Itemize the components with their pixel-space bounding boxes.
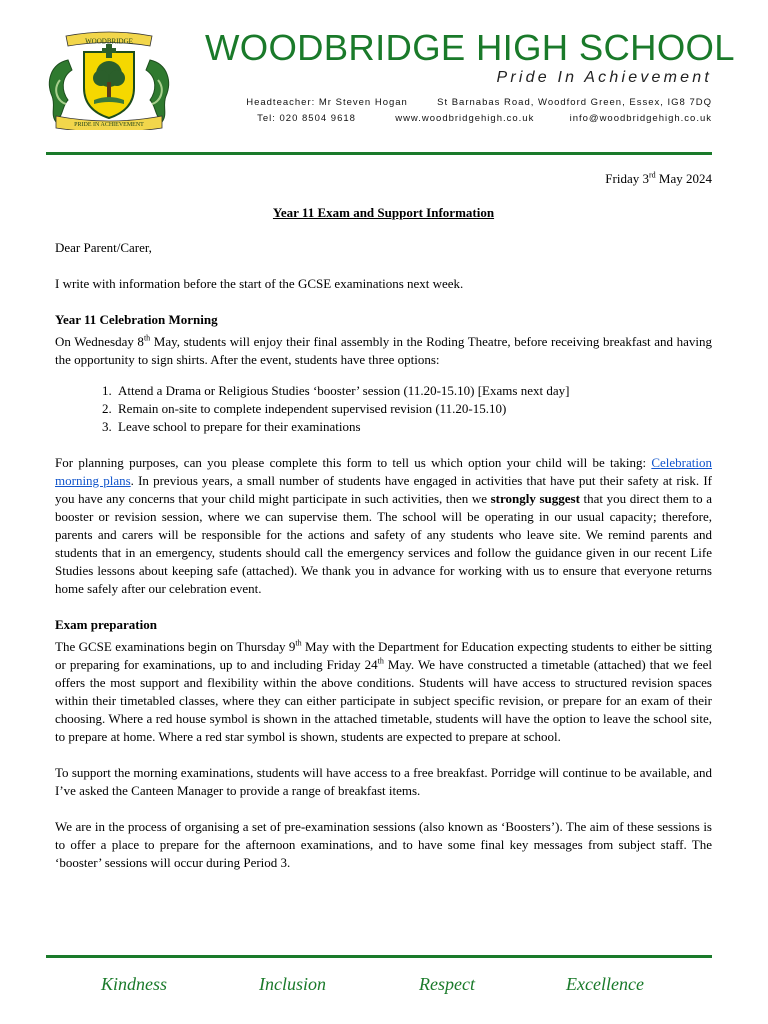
school-motto: Pride In Achievement [496,69,712,86]
telephone-text: Tel: 020 8504 9618 [257,113,356,124]
footer-divider [46,955,712,958]
footer-values [0,974,768,998]
footer-value-inclusion: Inclusion [259,974,326,994]
crest-bottom-text: PRIDE IN ACHIEVEMENT [74,122,144,128]
exam-prep-paragraph-1: The GCSE examinations begin on Thursday 9th May with the Department for Education expecting students to either be sitting or preparing for examinations, up to and including Friday 24th May. We have constructed a timetable (attached) that we feel offers the most support and flexibility within the above conditions. Students will have access to structured revision spaces within their timetabled classes, where they can either participate in subject specific revision, or prepare for an exam of their choosing. Where a red house symbol is shown in the attached timetable, students will have the option to leave the school site, to prepare at home. Where a red star symbol is shown, students are expected to prepare at school. [55,638,712,744]
headteacher-text: Headteacher: Mr Steven Hogan [246,97,408,108]
footer-value-excellence: Excellence [566,974,644,994]
list-item: 3. Leave school to prepare for their examinations [115,418,712,436]
celebration-paragraph-1: On Wednesday 8th May, students will enjoy their final assembly in the Roding Theatre, before receiving breakfast and having the opportunity to sign shirts. After the event, students have three options: [55,333,712,367]
celebration-plans-link[interactable]: Celebration morning plans [55,455,712,488]
list-item: 2. Remain on-site to complete independent supervised revision (11.20-15.10) [115,400,712,418]
footer-value-respect: Respect [419,974,475,994]
header-divider [46,152,712,155]
exam-prep-paragraph-2: To support the morning examinations, students will have access to a free breakfast. Porridge will continue to be available, and I’ve asked the Canteen Manager to provide a range of breakfast items. [55,765,712,798]
salutation: Dear Parent/Carer, [55,240,152,255]
letter-date: Friday 3rd May 2024 [605,170,712,186]
footer-value-kindness: Kindness [101,974,168,994]
options-list [55,382,712,436]
celebration-heading: Year 11 Celebration Morning [55,312,218,327]
celebration-paragraph-2: For planning purposes, can you please complete this form to tell us which option your child will be taking: Celebration morning plans. In previous years, a small number of students have engaged in activities that have put their safety at risk. If you have any concerns that your child might participate in such activities, then we strongly suggest that you direct them to a booster or revision session, where we can supervise them. The school will be operating in our usual capacity; therefore, parents and carers will be responsible for the actions and safety of any students who leave site. We remind parents and students that in an emergency, students should call the emergency services and follow the guidance given in our recent Life Studies lessons about keeping safe (attached). We thank you in advance for working with us to ensure that everyone returns home safely after our celebration event. [55,455,712,596]
crest-top-text: WOODBRIDGE [85,37,133,46]
exam-prep-heading: Exam preparation [55,617,157,632]
school-crest-logo [46,30,172,130]
address-text: St Barnabas Road, Woodford Green, Essex, IG8 7DQ [437,97,712,108]
email-link[interactable]: info@woodbridgehigh.co.uk [569,113,712,124]
letter-body [55,204,712,872]
website-link[interactable]: www.woodbridgehigh.co.uk [395,113,535,124]
school-name: WOODBRIDGE HIGH SCHOOL [205,27,735,68]
list-item: 1. Attend a Drama or Religious Studies ‘booster’ session (11.20-15.10) [Exams next day] [115,382,712,400]
intro-paragraph: I write with information before the start of the GCSE examinations next week. [55,276,464,291]
exam-prep-paragraph-3: We are in the process of organising a set of pre-examination sessions (also known as ‘Boosters’). The aim of these sessions is to offer a place to prepare for the afternoon examinations, and to have some final key messages from subject staff. The ‘booster’ sessions will occur during Period 3. [55,819,712,870]
header-contact-line-2 [257,113,712,124]
letter-title: Year 11 Exam and Support Information [272,205,495,220]
header-contact-line-1 [246,97,712,108]
